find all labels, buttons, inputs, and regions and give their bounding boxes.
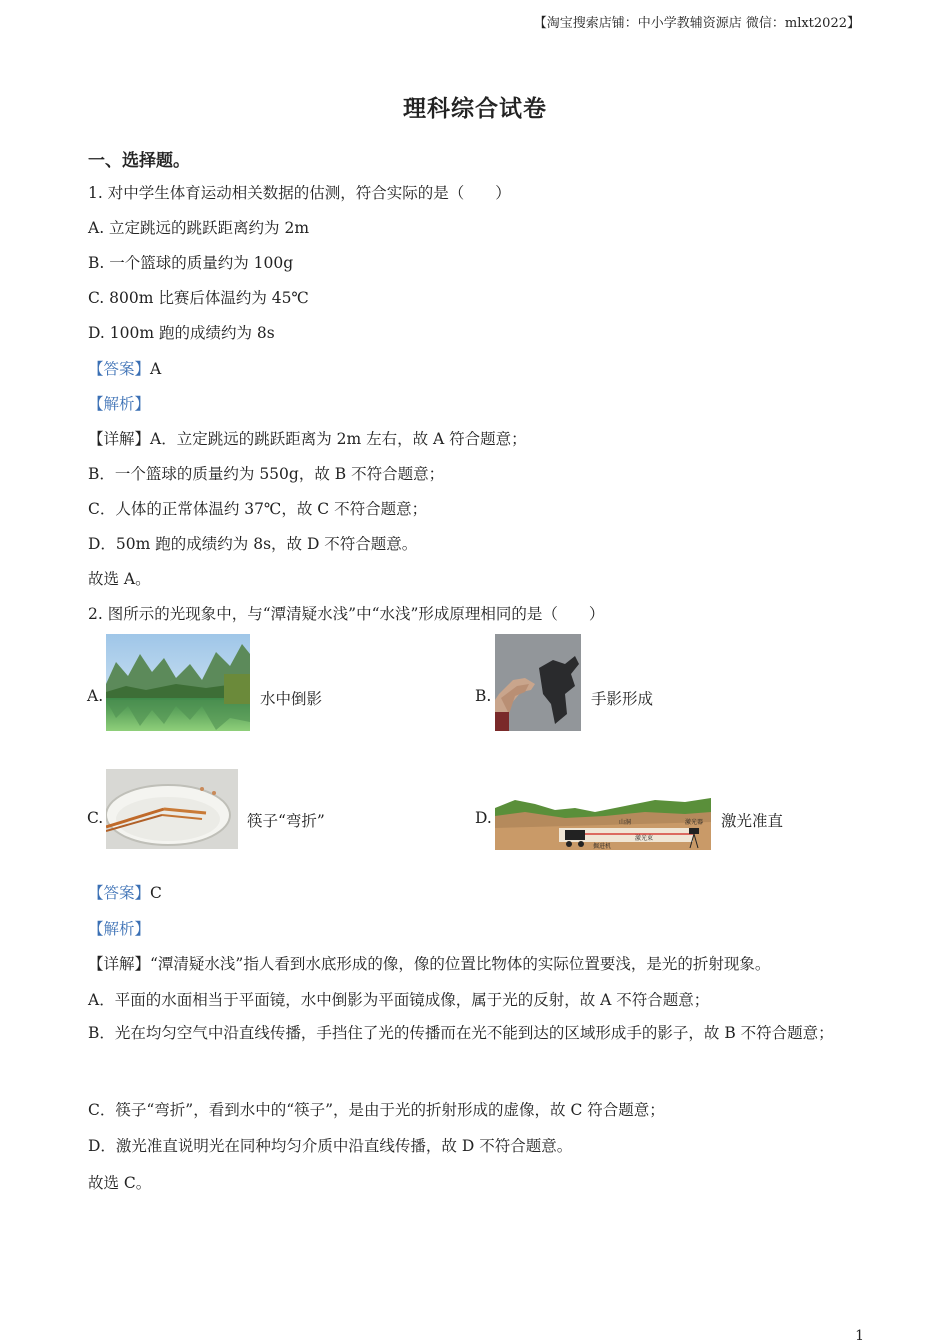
q2-detail-line: D．激光准直说明光在同种均匀介质中沿直线传播，故 D 不符合题意。: [88, 1137, 573, 1155]
answer-value: C: [150, 884, 162, 902]
q2-detail-line: C．筷子“弯折”，看到水中的“筷子”，是由于光的折射形成的虚像，故 C 符合题意；: [88, 1101, 665, 1119]
emitter-label: 激光器: [685, 819, 704, 826]
q1-detail-line: D．50m 跑的成绩约为 8s，故 D 不符合题意。: [88, 535, 418, 553]
laser-beam-label: 激光束: [635, 835, 654, 842]
q2-stem: 2. 图所示的光现象中，与“潭清疑水浅”中“水浅”形成原理相同的是（ ）: [88, 605, 605, 623]
answer-tag: 【答案】: [88, 360, 151, 378]
tunnel-label: 山洞: [619, 819, 632, 826]
q1-detail-line: 故选 A。: [88, 570, 151, 588]
q2-detail-line: 【详解】“潭清疑水浅”指人看到水底形成的像，像的位置比物体的实际位置要浅，是光的折射现象。: [88, 955, 771, 973]
q2-option-c-text: 筷子“弯折”: [247, 812, 325, 830]
q2-option-d-text: 激光准直: [721, 812, 784, 830]
q1-option-b: B. 一个篮球的质量约为 100g: [88, 254, 294, 272]
q1-option-d: D. 100m 跑的成绩约为 8s: [88, 324, 275, 342]
q2-option-a-text: 水中倒影: [260, 690, 323, 708]
chopsticks-bowl-image: [106, 769, 238, 849]
q2-option-d-letter: D.: [475, 809, 492, 827]
q1-detail-line: 【详解】A．立定跳远的跳跃距离为 2m 左右，故 A 符合题意；: [88, 430, 527, 448]
landscape-reflection-image: [106, 634, 250, 731]
q1-detail-line: C．人体的正常体温约 37℃，故 C 不符合题意；: [88, 500, 428, 518]
q1-detail-line: B．一个篮球的质量约为 550g，故 B 不符合题意；: [88, 465, 445, 483]
q2-option-b-letter: B.: [475, 687, 492, 705]
q2-detail-line: A．平面的水面相当于平面镜，水中倒影为平面镜成像，属于光的反射，故 A 不符合题意；: [88, 991, 710, 1009]
q2-option-a-letter: A.: [87, 687, 104, 705]
q1-answer: [88, 357, 161, 379]
answer-tag: 【答案】: [88, 884, 151, 902]
header-banner: 【淘宝搜索店铺：中小学教辅资源店 微信：mlxt2022】: [533, 16, 860, 31]
q1-option-a: A. 立定跳远的跳跃距离约为 2m: [88, 219, 310, 237]
q2-detail-line: B．光在均匀空气中沿直线传播，手挡住了光的传播而在光不能到达的区域形成手的影子，故 B 不符合题意；: [88, 1024, 834, 1042]
answer-value: A: [150, 360, 162, 378]
laser-tunnel-image: [495, 794, 711, 850]
q1-stem: 1. 对中学生体育运动相关数据的估测，符合实际的是（ ）: [88, 184, 511, 202]
section-heading: 一、选择题。: [88, 151, 190, 171]
page-number: 1: [855, 1328, 864, 1344]
q2-answer: [88, 881, 162, 903]
q2-option-c-letter: C.: [87, 809, 104, 827]
q2-option-b-text: 手影形成: [591, 690, 654, 708]
page-title: 理科综合试卷: [403, 96, 547, 122]
q1-option-c: C. 800m 比赛后体温约为 45℃: [88, 289, 309, 307]
q1-analysis-tag: 【解析】: [88, 395, 151, 413]
machine-label: 掘进机: [593, 843, 612, 850]
q2-analysis-tag: 【解析】: [88, 920, 151, 938]
hand-shadow-image: [495, 634, 581, 731]
q2-detail-line: 故选 C。: [88, 1174, 152, 1192]
